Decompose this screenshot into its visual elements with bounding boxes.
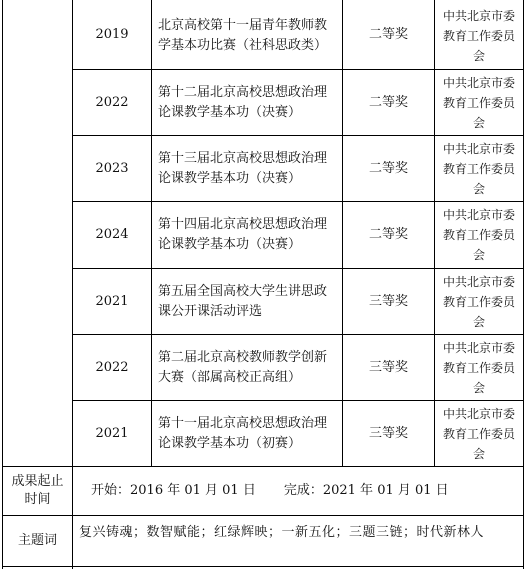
table-border-right	[523, 0, 524, 569]
table-row-org: 中共北京市委教育工作委员会	[442, 208, 515, 262]
table-row-org: 中共北京市委教育工作委员会	[442, 8, 515, 63]
table-row-name: 北京高校第十一届青年教师教学基本功比赛（社科思政类）	[158, 17, 328, 53]
table-row-name: 第十二届北京高校思想政治理论课教学基本功（决赛）	[158, 84, 328, 120]
theme-keywords: 复兴铸魂；数智赋能；红绿辉映；一新五化；三题三链；时代新林人	[79, 525, 485, 540]
table-row-name: 第十四届北京高校思想政治理论课教学基本功（决赛）	[158, 217, 328, 252]
table-row-year: 2022	[95, 94, 129, 110]
table-row-org: 中共北京市委教育工作委员会	[442, 340, 515, 395]
table-row-year: 2021	[95, 425, 129, 441]
table-row-award: 三等奖	[368, 359, 408, 375]
table-row-award: 三等奖	[368, 293, 408, 309]
table-row-name: 第二届北京高校教师教学创新大赛（部属高校正高组）	[158, 349, 328, 385]
table-row-award: 三等奖	[368, 425, 408, 441]
table-row-year: 2022	[95, 359, 129, 375]
table-row-name: 第十一届北京高校思想政治理论课教学基本功（初赛）	[158, 415, 328, 451]
period-dates	[73, 467, 523, 515]
table-row-org: 中共北京市委教育工作委员会	[442, 75, 515, 130]
row-divider-9	[2, 566, 524, 567]
table-row-award: 二等奖	[368, 94, 408, 110]
table-row-org: 中共北京市委教育工作委员会	[442, 141, 515, 196]
table-row-year: 2024	[95, 227, 129, 242]
table-row-org: 中共北京市委教育工作委员会	[442, 406, 515, 461]
table-row-name: 第五届全国高校大学生讲思政课公开课活动评选	[158, 283, 328, 319]
table-row-year: 2023	[95, 160, 129, 176]
table-row-org: 中共北京市委教育工作委员会	[442, 274, 515, 329]
table-row-award: 二等奖	[368, 26, 408, 42]
table-row-year: 2021	[95, 293, 129, 309]
table-row-award: 二等奖	[368, 160, 408, 176]
period-end: 完成：2021 年 01 月 01 日	[283, 483, 449, 498]
period-start: 开始：2016 年 01 月 01 日	[91, 483, 256, 498]
period-label: 成果起止时间	[11, 474, 64, 507]
table-row-award: 二等奖	[368, 227, 408, 242]
theme-label: 主题词	[17, 533, 57, 548]
table-row-year: 2019	[95, 26, 129, 42]
table-row-name: 第十三届北京高校思想政治理论课教学基本功（决赛）	[158, 150, 328, 186]
